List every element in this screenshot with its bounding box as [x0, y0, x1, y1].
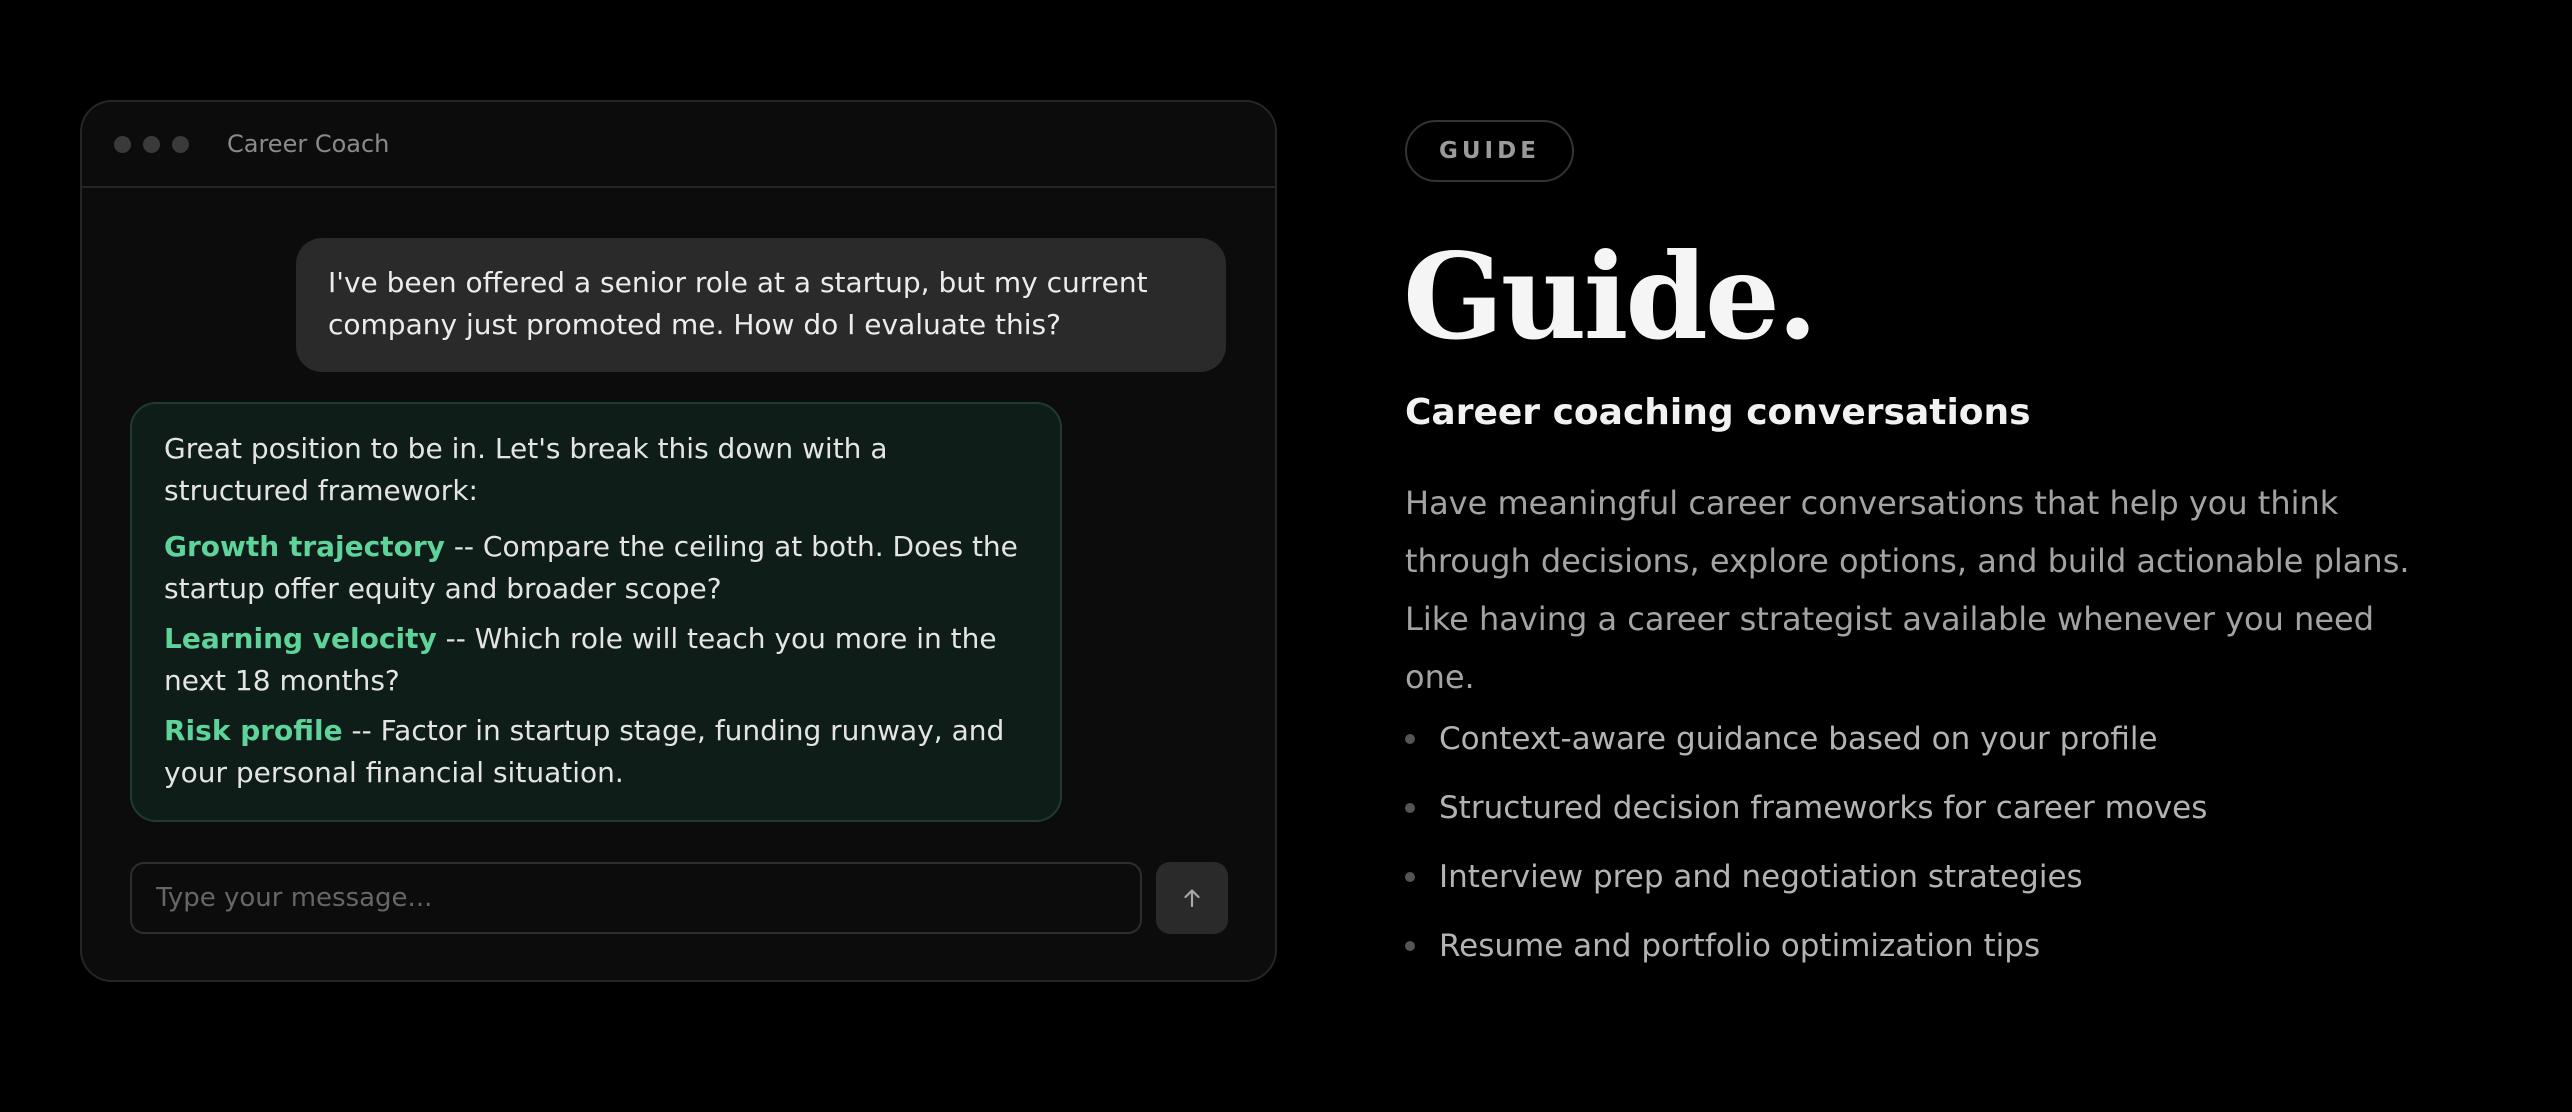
window-dot-icon[interactable]	[143, 136, 160, 153]
assistant-point	[164, 526, 1028, 610]
message-input[interactable]	[130, 862, 1142, 934]
feature-list	[1405, 704, 2207, 980]
assistant-point	[164, 710, 1028, 794]
subheading: Career coaching conversations	[1405, 392, 2031, 433]
assistant-message	[130, 402, 1062, 822]
assistant-intro: Great position to be in. Let's break this down with a structured framework:	[164, 432, 888, 507]
bullet-icon	[1405, 941, 1415, 951]
point-key: Risk profile	[164, 714, 343, 747]
window-dot-icon[interactable]	[172, 136, 189, 153]
section-badge: GUIDE	[1405, 120, 1574, 182]
feature-item	[1405, 773, 2207, 842]
composer	[130, 862, 1230, 934]
point-key: Growth trajectory	[164, 530, 445, 563]
window-dot-icon[interactable]	[114, 136, 131, 153]
point-text: -- Factor in startup stage, funding runway, and your personal financial situation.	[164, 714, 1005, 789]
feature-item	[1405, 704, 2207, 773]
window-titlebar	[82, 102, 1275, 188]
description: Have meaningful career conversations that help you think through decisions, explore options, and build actionable plans. Like having a career strategist available whenever you need one.	[1405, 484, 2410, 696]
assistant-point	[164, 618, 1028, 702]
point-text: -- Compare the ceiling at both. Does the startup offer equity and broader scope?	[164, 530, 1018, 605]
arrow-up-icon	[1181, 887, 1203, 909]
feature-text: Interview prep and negotiation strategies	[1439, 858, 2083, 895]
point-key: Learning velocity	[164, 622, 437, 655]
bullet-icon	[1405, 734, 1415, 744]
window-title: Career Coach	[227, 130, 390, 158]
chat-window	[80, 100, 1277, 982]
feature-text: Structured decision frameworks for career moves	[1439, 789, 2208, 826]
feature-item	[1405, 842, 2207, 911]
feature-text: Context-aware guidance based on your profile	[1439, 720, 2158, 757]
feature-text: Resume and portfolio optimization tips	[1439, 927, 2041, 964]
window-controls	[114, 136, 189, 153]
point-text: -- Which role will teach you more in the next 18 months?	[164, 622, 997, 697]
user-message: I've been offered a senior role at a startup, but my current company just promoted me. How do I evaluate this?	[296, 238, 1226, 372]
send-button[interactable]	[1156, 862, 1228, 934]
feature-item	[1405, 911, 2207, 980]
bullet-icon	[1405, 803, 1415, 813]
bullet-icon	[1405, 872, 1415, 882]
page-title: Guide.	[1403, 227, 1816, 366]
